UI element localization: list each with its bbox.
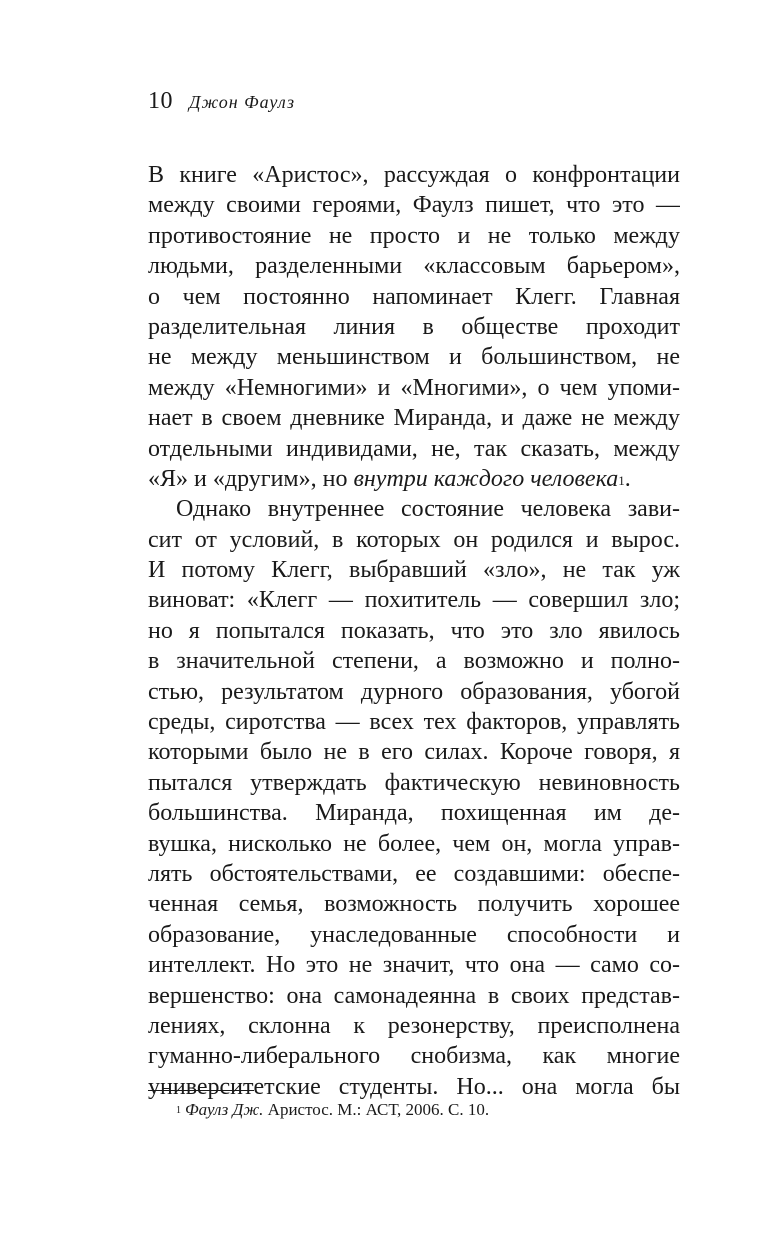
text-line: противостояние не просто и не только между bbox=[148, 222, 680, 249]
text-line: среды, сиротства — всех тех факторов, управлять bbox=[148, 709, 680, 736]
paragraph-2 bbox=[148, 494, 680, 1102]
footnote-text: Аристос. М.: АСТ, 2006. С. 10. bbox=[263, 1100, 490, 1119]
text-line: интеллект. Но это не значит, что она — само со- bbox=[148, 952, 680, 979]
text-line: вушка, нисколько не более, чем он, могла управ- bbox=[148, 830, 680, 857]
text-line: Однако внутреннее состояние человека зави- bbox=[176, 496, 680, 523]
italic-emphasis: внутри каждого человека bbox=[353, 465, 619, 492]
text-line: гуманно-либерального снобизма, как многие bbox=[148, 1043, 680, 1070]
text-line: которыми было не в его силах. Короче говоря, я bbox=[148, 739, 680, 766]
text-line: не между меньшинством и большинством, не bbox=[148, 344, 680, 371]
page-number: 10 bbox=[148, 88, 173, 114]
footnote-mark: 1 bbox=[176, 1105, 181, 1116]
text-line: вершенство: она самонадеянна в своих представ- bbox=[148, 982, 680, 1009]
text-line: о чем постоянно напоминает Клегг. Главная bbox=[148, 283, 680, 310]
main-text bbox=[148, 160, 680, 1102]
text-line: лять обстоятельствами, ее создавшими: обеспе- bbox=[148, 860, 680, 887]
text-line: разделительная линия в обществе проходит bbox=[148, 313, 680, 340]
text-run: . bbox=[624, 465, 631, 492]
text-line: И потому Клегг, выбравший «зло», не так уж bbox=[148, 557, 680, 584]
page-header bbox=[148, 88, 295, 122]
footnote-divider bbox=[148, 1090, 254, 1091]
text-line: пытался утверждать фактическую невиновность bbox=[148, 769, 680, 796]
text-line: виноват: «Клегг — похититель — совершил зло; bbox=[148, 587, 680, 614]
text-line: образование, унаследованные способности и bbox=[148, 921, 680, 948]
text-line: большинства. Миранда, похищенная им де- bbox=[148, 800, 680, 827]
text-line: ченная семья, возможность получить хорошее bbox=[148, 891, 680, 918]
paragraph-1 bbox=[148, 160, 680, 494]
text-line: отдельными индивидами, не, так сказать, между bbox=[148, 435, 680, 462]
footnote bbox=[176, 1098, 489, 1122]
text-line: между своими героями, Фаулз пишет, что это — bbox=[148, 192, 680, 219]
text-line: университетские студенты. Но... она могла бы bbox=[148, 1073, 680, 1100]
text-line: в значительной степени, а возможно и полно- bbox=[148, 648, 680, 675]
text-line: сит от условий, в которых он родился и вырос. bbox=[148, 526, 680, 553]
text-line: между «Немногими» и «Многими», о чем упоми- bbox=[148, 374, 680, 401]
footnote-author: Фаулз Дж. bbox=[185, 1100, 264, 1119]
text-line: стью, результатом дурного образования, убогой bbox=[148, 678, 680, 705]
text-line: но я попытался показать, что это зло явилось bbox=[148, 617, 680, 644]
text-line: лениях, склонна к резонерству, преисполнена bbox=[148, 1012, 680, 1039]
text-line: В книге «Аристос», рассуждая о конфронтации bbox=[148, 162, 680, 188]
footnote-reference[interactable]: 1 bbox=[618, 472, 625, 488]
text-line: людьми, разделенными «классовым барьером», bbox=[148, 253, 680, 280]
text-line: нает в своем дневнике Миранда, и даже не между bbox=[148, 405, 680, 432]
running-head-author: Джон Фаулз bbox=[189, 92, 296, 112]
text-run: «Я» и «другим», но bbox=[148, 465, 354, 492]
text-line-last bbox=[148, 464, 680, 494]
